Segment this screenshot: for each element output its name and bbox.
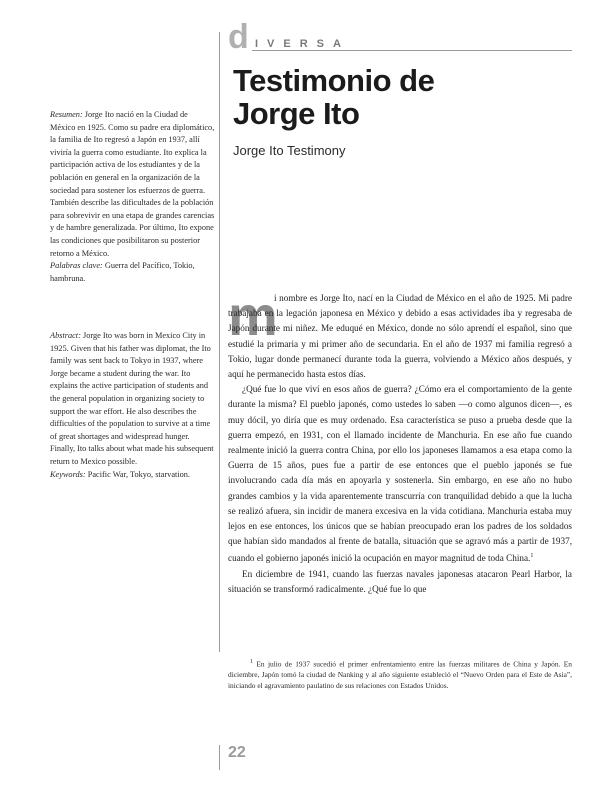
keywords-text: Pacific War, Tokyo, starvation. (87, 469, 190, 479)
palabras-clave-paragraph (50, 260, 215, 285)
section-letter: d (228, 18, 249, 56)
resumen-text: Jorge Ito nació en la Ciudad de México en 1925. Como su padre era diplomático, la familia de Ito regresó a Japón en 1937, allí viviría la guerra como estudiante. Ito explica la participación activa de los estudiantes y de la población en general en la organización de la sociedad para sostener los esfuerzos de guerra. También describe las dificultades de la población para sobrevivir en una etapa de grandes carencias y de hambre generalizada. Por último, Ito expone las condiciones que posibilitaron su posterior retorno a México. (50, 110, 215, 258)
article-body (228, 291, 572, 597)
header-rule (252, 50, 572, 51)
body-paragraph-2 (228, 382, 572, 567)
keywords-label: Keywords: (50, 469, 86, 479)
article-title (233, 64, 593, 130)
article-subtitle: Jorge Ito Testimony (233, 143, 346, 158)
abstract-paragraph (50, 330, 215, 469)
footer-divider (219, 745, 220, 770)
footnote-ref[interactable]: 1 (530, 553, 534, 560)
abstract-block (50, 330, 215, 481)
body-paragraph-1 (228, 291, 572, 382)
keywords-paragraph (50, 469, 215, 482)
resumen-block (50, 109, 215, 285)
paragraph-3-text: En diciembre de 1941, cuando las fuerzas navales japonesas atacaron Pearl Harbor, la situación se transformó radicalmente. ¿Qué fue lo que (228, 568, 572, 594)
footnote-text: En julio de 1937 sucedió el primer enfrentamiento entre las fuerzas militares de China y Japón. En diciembre, Japón tomó la ciudad de Nanking y al año siguiente estableció el “Nuevo Orden para el Este de Asia”, iniciando el agravamiento paulatino de sus relaciones con Estados Unidos. (228, 659, 572, 691)
title-line-1: Testimonio de (233, 63, 435, 98)
abstract-text: Jorge Ito was born in Mexico City in 1925. Given that his father was diplomat, the Ito family was sent back to Tokyo in 1937, where Jorge became a student during the war. Ito explains the active participation of students and the general population in organizing society to support the war effort. He also describes the difficulties of the population to survive at a time of great shortages and widespread hunger. Finally, Ito talks about what made his subsequent return to Mexico possible. (50, 331, 214, 466)
resumen-paragraph (50, 109, 215, 260)
paragraph-1-text: i nombre es Jorge Ito, nací en la Ciudad de México en el año de 1925. Mi padre trabajaba en la legación japonesa en México y debido a esas actividades iba y regresaba de Japón durante mi niñez. Me eduqué en México, donde no sólo aprendí el español, sino que estudié la primaria y mi primer año de secundaria. En el año de 1937 mi familia regresó a Tokio, lugar donde permanecí durante toda la guerra, volviendo a México años después, y aquí he permanecido hasta estos días. (228, 293, 572, 380)
section-word: IVERSA (255, 38, 350, 50)
footnote (228, 657, 572, 692)
abstract-label: Abstract: (50, 331, 81, 340)
body-paragraph-3 (228, 567, 572, 597)
drop-cap: m (228, 284, 278, 347)
title-line-2: Jorge Ito (233, 96, 360, 131)
page-number: 22 (228, 744, 246, 761)
paragraph-2-text: ¿Qué fue lo que viví en esos años de guerra? ¿Cómo era el comportamiento de la gente durante la misma? El pueblo japonés, como ustedes lo saben —o como algunos dicen—, es muy dócil, yo diría que es muy ordenado. Esa característica se puso a prueba desde que la guerra empezó, en 1931, con el llamado incidente de Manchuria. En ese año fue cuando realmente inició la guerra contra China, por ello los japoneses llamamos a esa etapa como la Guerra de 15 años, pues fue a partir de ese entonces que el pueblo japonés se fue involucrando cada día más en apoyarla y sostenerla. Sin embargo, en ese año no hubo grandes cambios y la vida aparentemente transcurría con tranquilidad debido a que la lucha se realizó afuera, sin incidir de manera excesiva en la vida cotidiana. Manchuria estaba muy lejos en ese entonces, los únicos que se habían preocupado eran los padres de los soldados que habían sido mandados al frente de batalla, situación que se agravó más a partir de 1937, cuando el gobierno japonés inició la ocupación en mayor magnitud de toda China. (228, 384, 572, 564)
palabras-clave-label: Palabras clave: (50, 261, 103, 271)
section-letter-mark (228, 18, 249, 56)
footnote-number: 1 (250, 659, 253, 665)
resumen-label: Resumen: (50, 110, 83, 119)
column-divider (219, 32, 220, 652)
palabras-clave-text: Guerra del Pacífico, Tokio, hambruna. (50, 261, 195, 283)
